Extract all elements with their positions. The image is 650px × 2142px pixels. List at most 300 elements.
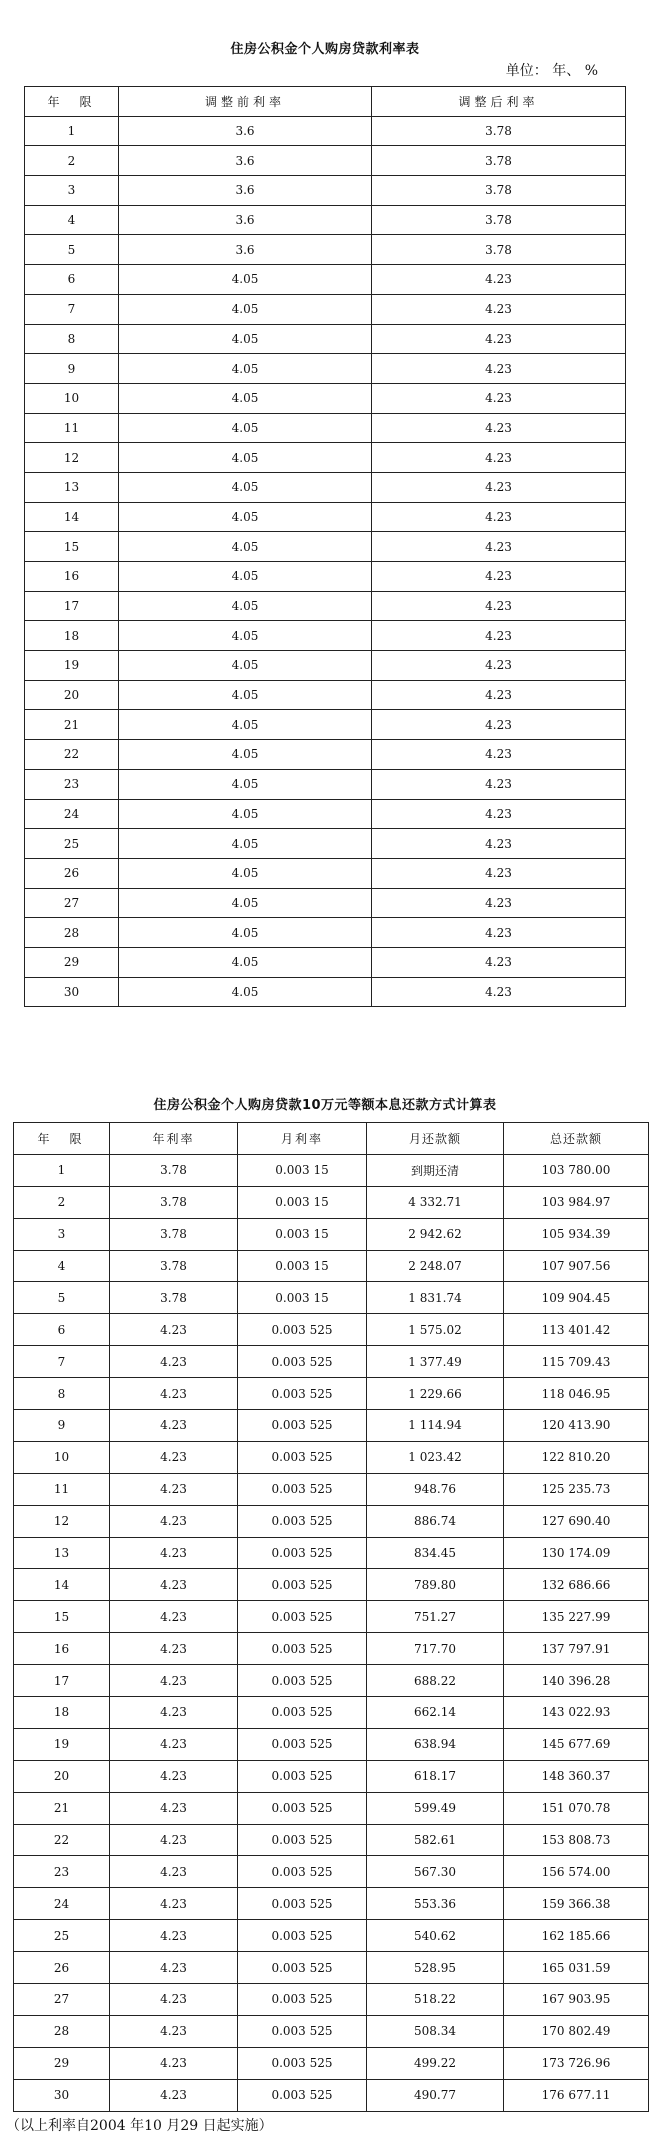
- cell-monthly-rate: 0.003 525: [238, 1665, 367, 1697]
- cell-monthly-payment: 553.36: [367, 1888, 504, 1920]
- cell-term: 1: [14, 1154, 110, 1186]
- cell-annual-rate: 4.23: [110, 1888, 238, 1920]
- cell-annual-rate: 4.23: [110, 1760, 238, 1792]
- cell-rate-after: 4.23: [372, 947, 626, 977]
- cell-rate-after: 3.78: [372, 205, 626, 235]
- cell-total-payment: 103 984.97: [504, 1186, 649, 1218]
- cell-rate-before: 3.6: [119, 176, 372, 206]
- table2-title: 住房公积金个人购房贷款10万元等额本息还款方式计算表: [153, 1098, 497, 1113]
- cell-total-payment: 165 031.59: [504, 1952, 649, 1984]
- cell-term: 26: [14, 1952, 110, 1984]
- cell-annual-rate: 4.23: [110, 1728, 238, 1760]
- cell-rate-after: 4.23: [372, 502, 626, 532]
- cell-monthly-rate: 0.003 525: [238, 1537, 367, 1569]
- cell-monthly-payment: 4 332.71: [367, 1186, 504, 1218]
- cell-total-payment: 109 904.45: [504, 1282, 649, 1314]
- cell-term: 24: [14, 1888, 110, 1920]
- cell-annual-rate: 4.23: [110, 1314, 238, 1346]
- cell-monthly-payment: 518.22: [367, 1984, 504, 2016]
- table-row: [14, 1697, 649, 1729]
- cell-rate-before: 4.05: [119, 383, 372, 413]
- cell-rate-before: 4.05: [119, 443, 372, 473]
- cell-monthly-payment: 499.22: [367, 2047, 504, 2079]
- cell-annual-rate: 4.23: [110, 1473, 238, 1505]
- cell-rate-after: 4.23: [372, 680, 626, 710]
- cell-term: 28: [25, 918, 119, 948]
- cell-rate-after: 4.23: [372, 354, 626, 384]
- cell-monthly-rate: 0.003 525: [238, 1760, 367, 1792]
- cell-term: 3: [14, 1218, 110, 1250]
- repayment-table: [13, 1122, 649, 2112]
- table-row: [14, 1952, 649, 1984]
- table-row: [25, 294, 626, 324]
- cell-annual-rate: 4.23: [110, 1346, 238, 1378]
- table-header-row: [14, 1123, 649, 1155]
- cell-term: 27: [25, 888, 119, 918]
- cell-annual-rate: 4.23: [110, 1601, 238, 1633]
- cell-monthly-rate: 0.003 525: [238, 1984, 367, 2016]
- cell-term: 22: [25, 740, 119, 770]
- cell-term: 7: [14, 1346, 110, 1378]
- cell-rate-after: 4.23: [372, 710, 626, 740]
- cell-total-payment: 173 726.96: [504, 2047, 649, 2079]
- cell-annual-rate: 4.23: [110, 1633, 238, 1665]
- cell-annual-rate: 4.23: [110, 1441, 238, 1473]
- table-row: [14, 1888, 649, 1920]
- header-monthly-payment: 月还款额: [367, 1123, 504, 1155]
- cell-monthly-rate: 0.003 525: [238, 1378, 367, 1410]
- cell-term: 15: [14, 1601, 110, 1633]
- table-row: [14, 1824, 649, 1856]
- table-row: [25, 354, 626, 384]
- cell-annual-rate: 4.23: [110, 1410, 238, 1442]
- table-row: [14, 1346, 649, 1378]
- cell-annual-rate: 3.78: [110, 1282, 238, 1314]
- cell-monthly-payment: 1 575.02: [367, 1314, 504, 1346]
- cell-rate-before: 4.05: [119, 591, 372, 621]
- cell-monthly-rate: 0.003 15: [238, 1250, 367, 1282]
- cell-rate-before: 3.6: [119, 116, 372, 146]
- cell-rate-before: 4.05: [119, 294, 372, 324]
- table-row: [25, 799, 626, 829]
- cell-annual-rate: 4.23: [110, 1792, 238, 1824]
- cell-monthly-rate: 0.003 525: [238, 2079, 367, 2111]
- cell-rate-before: 4.05: [119, 947, 372, 977]
- cell-term: 2: [14, 1186, 110, 1218]
- cell-term: 21: [25, 710, 119, 740]
- cell-rate-before: 4.05: [119, 532, 372, 562]
- cell-term: 23: [14, 1856, 110, 1888]
- cell-monthly-payment: 948.76: [367, 1473, 504, 1505]
- cell-total-payment: 118 046.95: [504, 1378, 649, 1410]
- cell-monthly-rate: 0.003 525: [238, 1441, 367, 1473]
- cell-monthly-payment: 582.61: [367, 1824, 504, 1856]
- cell-monthly-rate: 0.003 525: [238, 1728, 367, 1760]
- cell-term: 7: [25, 294, 119, 324]
- table-row: [14, 1537, 649, 1569]
- cell-term: 17: [25, 591, 119, 621]
- cell-total-payment: 122 810.20: [504, 1441, 649, 1473]
- cell-total-payment: 159 366.38: [504, 1888, 649, 1920]
- table-row: [25, 591, 626, 621]
- table-row: [14, 1760, 649, 1792]
- cell-monthly-rate: 0.003 525: [238, 1824, 367, 1856]
- cell-total-payment: 127 690.40: [504, 1505, 649, 1537]
- cell-monthly-rate: 0.003 525: [238, 1410, 367, 1442]
- cell-rate-after: 4.23: [372, 562, 626, 592]
- cell-total-payment: 103 780.00: [504, 1154, 649, 1186]
- cell-term: 8: [14, 1378, 110, 1410]
- cell-total-payment: 107 907.56: [504, 1250, 649, 1282]
- cell-monthly-payment: 886.74: [367, 1505, 504, 1537]
- header-monthly-rate: 月利率: [238, 1123, 367, 1155]
- cell-rate-before: 4.05: [119, 918, 372, 948]
- cell-monthly-payment: 618.17: [367, 1760, 504, 1792]
- cell-rate-after: 4.23: [372, 324, 626, 354]
- table-row: [14, 1792, 649, 1824]
- table-row: [14, 2079, 649, 2111]
- cell-monthly-payment: 1 831.74: [367, 1282, 504, 1314]
- table-row: [25, 413, 626, 443]
- cell-term: 12: [14, 1505, 110, 1537]
- cell-total-payment: 130 174.09: [504, 1537, 649, 1569]
- cell-term: 15: [25, 532, 119, 562]
- table-row: [14, 1984, 649, 2016]
- cell-monthly-rate: 0.003 525: [238, 1888, 367, 1920]
- table-row: [25, 947, 626, 977]
- table-row: [25, 918, 626, 948]
- cell-rate-after: 4.23: [372, 294, 626, 324]
- cell-rate-before: 4.05: [119, 977, 372, 1007]
- table-row: [25, 621, 626, 651]
- cell-rate-before: 4.05: [119, 740, 372, 770]
- header-rate-after: 调整后利率: [372, 87, 626, 117]
- cell-monthly-payment: 834.45: [367, 1537, 504, 1569]
- table2-body: [14, 1154, 649, 2111]
- cell-total-payment: 113 401.42: [504, 1314, 649, 1346]
- table-row: [14, 1314, 649, 1346]
- cell-monthly-rate: 0.003 15: [238, 1154, 367, 1186]
- footnote: （以上利率自2004 年10 月29 日起实施）: [6, 2118, 273, 2134]
- cell-annual-rate: 4.23: [110, 1569, 238, 1601]
- cell-term: 14: [25, 502, 119, 532]
- table-row: [25, 651, 626, 681]
- cell-annual-rate: 4.23: [110, 1697, 238, 1729]
- cell-term: 2: [25, 146, 119, 176]
- table-row: [14, 1728, 649, 1760]
- table-row: [14, 1920, 649, 1952]
- cell-monthly-payment: 到期还清: [367, 1154, 504, 1186]
- cell-monthly-payment: 1 023.42: [367, 1441, 504, 1473]
- cell-rate-before: 3.6: [119, 205, 372, 235]
- table-row: [14, 1378, 649, 1410]
- cell-monthly-payment: 1 377.49: [367, 1346, 504, 1378]
- table-row: [25, 977, 626, 1007]
- table1-unit: 单位： 年、 %: [505, 63, 598, 79]
- table-row: [14, 1282, 649, 1314]
- cell-rate-after: 4.23: [372, 621, 626, 651]
- header-term: 年 限: [14, 1123, 110, 1155]
- cell-rate-after: 4.23: [372, 740, 626, 770]
- cell-rate-before: 4.05: [119, 858, 372, 888]
- table-row: [25, 265, 626, 295]
- cell-monthly-payment: 789.80: [367, 1569, 504, 1601]
- cell-monthly-rate: 0.003 525: [238, 2047, 367, 2079]
- cell-rate-after: 4.23: [372, 829, 626, 859]
- table-row: [14, 1218, 649, 1250]
- cell-monthly-rate: 0.003 525: [238, 1569, 367, 1601]
- cell-annual-rate: 4.23: [110, 1505, 238, 1537]
- cell-monthly-payment: 688.22: [367, 1665, 504, 1697]
- cell-rate-after: 4.23: [372, 472, 626, 502]
- header-total-payment: 总还款额: [504, 1123, 649, 1155]
- table-row: [25, 146, 626, 176]
- table-row: [25, 443, 626, 473]
- cell-term: 9: [25, 354, 119, 384]
- cell-total-payment: 137 797.91: [504, 1633, 649, 1665]
- cell-rate-before: 4.05: [119, 621, 372, 651]
- cell-total-payment: 120 413.90: [504, 1410, 649, 1442]
- table-row: [14, 2015, 649, 2047]
- cell-rate-before: 4.05: [119, 265, 372, 295]
- cell-term: 6: [14, 1314, 110, 1346]
- cell-monthly-rate: 0.003 15: [238, 1282, 367, 1314]
- cell-annual-rate: 4.23: [110, 1824, 238, 1856]
- cell-total-payment: 156 574.00: [504, 1856, 649, 1888]
- cell-rate-after: 4.23: [372, 651, 626, 681]
- cell-rate-after: 4.23: [372, 591, 626, 621]
- cell-rate-after: 3.78: [372, 146, 626, 176]
- cell-term: 24: [25, 799, 119, 829]
- cell-total-payment: 132 686.66: [504, 1569, 649, 1601]
- table-row: [14, 1633, 649, 1665]
- cell-term: 1: [25, 116, 119, 146]
- cell-rate-after: 4.23: [372, 977, 626, 1007]
- cell-rate-before: 4.05: [119, 769, 372, 799]
- cell-term: 13: [25, 472, 119, 502]
- table-row: [25, 829, 626, 859]
- cell-rate-after: 4.23: [372, 265, 626, 295]
- cell-total-payment: 105 934.39: [504, 1218, 649, 1250]
- cell-term: 30: [25, 977, 119, 1007]
- cell-total-payment: 145 677.69: [504, 1728, 649, 1760]
- table-row: [14, 1569, 649, 1601]
- header-rate-before: 调整前利率: [119, 87, 372, 117]
- cell-term: 5: [25, 235, 119, 265]
- cell-monthly-rate: 0.003 525: [238, 1633, 367, 1665]
- table-row: [14, 1250, 649, 1282]
- cell-monthly-payment: 490.77: [367, 2079, 504, 2111]
- table-row: [25, 680, 626, 710]
- table1-body: [25, 116, 626, 1007]
- cell-annual-rate: 4.23: [110, 1537, 238, 1569]
- cell-term: 10: [14, 1441, 110, 1473]
- table-row: [25, 235, 626, 265]
- cell-rate-before: 3.6: [119, 146, 372, 176]
- cell-annual-rate: 4.23: [110, 1856, 238, 1888]
- cell-monthly-rate: 0.003 525: [238, 1314, 367, 1346]
- cell-annual-rate: 4.23: [110, 2047, 238, 2079]
- cell-total-payment: 162 185.66: [504, 1920, 649, 1952]
- cell-rate-before: 4.05: [119, 502, 372, 532]
- table-row: [25, 888, 626, 918]
- cell-term: 19: [25, 651, 119, 681]
- cell-term: 14: [14, 1569, 110, 1601]
- cell-total-payment: 151 070.78: [504, 1792, 649, 1824]
- cell-rate-after: 4.23: [372, 413, 626, 443]
- cell-monthly-payment: 2 248.07: [367, 1250, 504, 1282]
- table-row: [25, 116, 626, 146]
- cell-annual-rate: 4.23: [110, 1665, 238, 1697]
- cell-annual-rate: 4.23: [110, 2079, 238, 2111]
- cell-monthly-payment: 751.27: [367, 1601, 504, 1633]
- cell-total-payment: 176 677.11: [504, 2079, 649, 2111]
- header-term: 年 限: [25, 87, 119, 117]
- cell-monthly-rate: 0.003 525: [238, 1697, 367, 1729]
- table-row: [14, 1186, 649, 1218]
- cell-term: 3: [25, 176, 119, 206]
- cell-term: 16: [25, 562, 119, 592]
- table-row: [14, 2047, 649, 2079]
- cell-total-payment: 135 227.99: [504, 1601, 649, 1633]
- cell-term: 4: [14, 1250, 110, 1282]
- cell-term: 17: [14, 1665, 110, 1697]
- cell-rate-after: 3.78: [372, 116, 626, 146]
- cell-term: 8: [25, 324, 119, 354]
- cell-monthly-rate: 0.003 525: [238, 1505, 367, 1537]
- cell-rate-after: 4.23: [372, 888, 626, 918]
- header-annual-rate: 年利率: [110, 1123, 238, 1155]
- table-row: [25, 769, 626, 799]
- cell-monthly-rate: 0.003 525: [238, 1920, 367, 1952]
- cell-monthly-rate: 0.003 525: [238, 1346, 367, 1378]
- cell-monthly-rate: 0.003 525: [238, 1952, 367, 1984]
- cell-monthly-payment: 567.30: [367, 1856, 504, 1888]
- cell-total-payment: 170 802.49: [504, 2015, 649, 2047]
- table-row: [25, 383, 626, 413]
- cell-rate-before: 4.05: [119, 562, 372, 592]
- cell-rate-after: 3.78: [372, 235, 626, 265]
- table-row: [25, 562, 626, 592]
- cell-total-payment: 167 903.95: [504, 1984, 649, 2016]
- cell-monthly-payment: 540.62: [367, 1920, 504, 1952]
- cell-annual-rate: 4.23: [110, 1984, 238, 2016]
- cell-term: 29: [14, 2047, 110, 2079]
- table-row: [14, 1601, 649, 1633]
- cell-term: 28: [14, 2015, 110, 2047]
- cell-term: 9: [14, 1410, 110, 1442]
- interest-rate-table: [24, 86, 626, 1007]
- cell-term: 23: [25, 769, 119, 799]
- cell-annual-rate: 4.23: [110, 2015, 238, 2047]
- cell-term: 25: [14, 1920, 110, 1952]
- cell-term: 30: [14, 2079, 110, 2111]
- cell-rate-before: 4.05: [119, 472, 372, 502]
- table-row: [14, 1505, 649, 1537]
- cell-rate-after: 4.23: [372, 532, 626, 562]
- cell-monthly-payment: 638.94: [367, 1728, 504, 1760]
- table-row: [14, 1154, 649, 1186]
- cell-rate-before: 4.05: [119, 710, 372, 740]
- cell-annual-rate: 4.23: [110, 1952, 238, 1984]
- cell-term: 11: [14, 1473, 110, 1505]
- cell-monthly-payment: 717.70: [367, 1633, 504, 1665]
- cell-annual-rate: 3.78: [110, 1186, 238, 1218]
- cell-monthly-rate: 0.003 525: [238, 1792, 367, 1824]
- cell-monthly-rate: 0.003 525: [238, 2015, 367, 2047]
- cell-monthly-rate: 0.003 15: [238, 1218, 367, 1250]
- cell-monthly-payment: 599.49: [367, 1792, 504, 1824]
- cell-rate-before: 4.05: [119, 680, 372, 710]
- table-row: [25, 205, 626, 235]
- cell-rate-after: 4.23: [372, 383, 626, 413]
- cell-monthly-payment: 508.34: [367, 2015, 504, 2047]
- cell-rate-after: 4.23: [372, 918, 626, 948]
- cell-rate-before: 4.05: [119, 354, 372, 384]
- cell-term: 12: [25, 443, 119, 473]
- table-row: [14, 1856, 649, 1888]
- cell-monthly-rate: 0.003 15: [238, 1186, 367, 1218]
- cell-monthly-payment: 662.14: [367, 1697, 504, 1729]
- table1-title: 住房公积金个人购房贷款利率表: [230, 42, 420, 57]
- cell-annual-rate: 3.78: [110, 1250, 238, 1282]
- cell-term: 16: [14, 1633, 110, 1665]
- table-row: [25, 324, 626, 354]
- cell-term: 18: [14, 1697, 110, 1729]
- cell-annual-rate: 3.78: [110, 1218, 238, 1250]
- table-header-row: [25, 87, 626, 117]
- cell-rate-after: 4.23: [372, 799, 626, 829]
- table-row: [14, 1665, 649, 1697]
- cell-term: 22: [14, 1824, 110, 1856]
- cell-term: 10: [25, 383, 119, 413]
- cell-rate-after: 4.23: [372, 858, 626, 888]
- table-row: [14, 1441, 649, 1473]
- cell-term: 20: [14, 1760, 110, 1792]
- cell-total-payment: 115 709.43: [504, 1346, 649, 1378]
- cell-rate-after: 4.23: [372, 443, 626, 473]
- cell-monthly-payment: 1 114.94: [367, 1410, 504, 1442]
- cell-total-payment: 125 235.73: [504, 1473, 649, 1505]
- cell-total-payment: 153 808.73: [504, 1824, 649, 1856]
- cell-rate-before: 4.05: [119, 829, 372, 859]
- cell-total-payment: 140 396.28: [504, 1665, 649, 1697]
- cell-rate-before: 4.05: [119, 324, 372, 354]
- cell-term: 18: [25, 621, 119, 651]
- cell-term: 13: [14, 1537, 110, 1569]
- table-row: [25, 502, 626, 532]
- cell-monthly-payment: 2 942.62: [367, 1218, 504, 1250]
- cell-term: 4: [25, 205, 119, 235]
- table-row: [25, 740, 626, 770]
- cell-monthly-rate: 0.003 525: [238, 1473, 367, 1505]
- table-row: [25, 710, 626, 740]
- cell-rate-before: 4.05: [119, 651, 372, 681]
- cell-rate-before: 3.6: [119, 235, 372, 265]
- cell-term: 27: [14, 1984, 110, 2016]
- cell-monthly-payment: 1 229.66: [367, 1378, 504, 1410]
- cell-term: 29: [25, 947, 119, 977]
- cell-annual-rate: 4.23: [110, 1920, 238, 1952]
- cell-rate-before: 4.05: [119, 413, 372, 443]
- cell-annual-rate: 4.23: [110, 1378, 238, 1410]
- cell-annual-rate: 3.78: [110, 1154, 238, 1186]
- cell-term: 19: [14, 1728, 110, 1760]
- table-row: [25, 532, 626, 562]
- cell-rate-before: 4.05: [119, 799, 372, 829]
- cell-total-payment: 148 360.37: [504, 1760, 649, 1792]
- table-row: [14, 1410, 649, 1442]
